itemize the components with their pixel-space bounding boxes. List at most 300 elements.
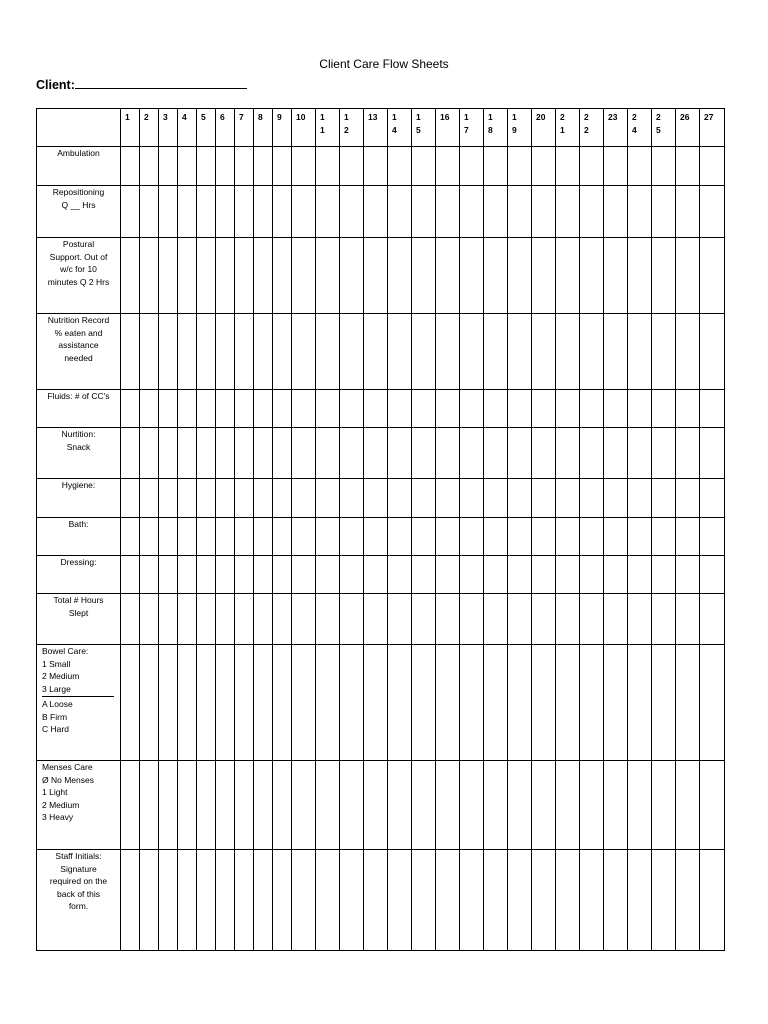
entry-cell[interactable]: [197, 238, 216, 314]
entry-cell[interactable]: [316, 390, 340, 428]
entry-cell[interactable]: [412, 594, 436, 645]
client-field[interactable]: [36, 75, 247, 92]
entry-cell[interactable]: [580, 556, 604, 594]
entry-cell[interactable]: [140, 594, 159, 645]
entry-cell[interactable]: [412, 390, 436, 428]
entry-cell[interactable]: [121, 147, 140, 186]
entry-cell[interactable]: [388, 147, 412, 186]
entry-cell[interactable]: [273, 850, 292, 951]
entry-cell[interactable]: [652, 479, 676, 518]
entry-cell[interactable]: [652, 850, 676, 951]
entry-cell[interactable]: [292, 645, 316, 761]
entry-cell[interactable]: [235, 238, 254, 314]
entry-cell[interactable]: [216, 761, 235, 850]
entry-cell[interactable]: [676, 186, 700, 238]
entry-cell[interactable]: [412, 479, 436, 518]
entry-cell[interactable]: [532, 594, 556, 645]
entry-cell[interactable]: [159, 390, 178, 428]
entry-cell[interactable]: [484, 556, 508, 594]
entry-cell[interactable]: [436, 147, 460, 186]
entry-cell[interactable]: [700, 761, 725, 850]
entry-cell[interactable]: [121, 556, 140, 594]
entry-cell[interactable]: [700, 518, 725, 556]
entry-cell[interactable]: [436, 645, 460, 761]
entry-cell[interactable]: [700, 850, 725, 951]
entry-cell[interactable]: [159, 594, 178, 645]
entry-cell[interactable]: [412, 238, 436, 314]
entry-cell[interactable]: [676, 556, 700, 594]
entry-cell[interactable]: [460, 518, 484, 556]
entry-cell[interactable]: [676, 238, 700, 314]
entry-cell[interactable]: [197, 390, 216, 428]
entry-cell[interactable]: [484, 518, 508, 556]
entry-cell[interactable]: [652, 761, 676, 850]
entry-cell[interactable]: [412, 186, 436, 238]
entry-cell[interactable]: [235, 645, 254, 761]
entry-cell[interactable]: [676, 761, 700, 850]
entry-cell[interactable]: [197, 314, 216, 390]
entry-cell[interactable]: [273, 428, 292, 479]
entry-cell[interactable]: [628, 238, 652, 314]
entry-cell[interactable]: [676, 390, 700, 428]
entry-cell[interactable]: [508, 761, 532, 850]
entry-cell[interactable]: [121, 761, 140, 850]
entry-cell[interactable]: [273, 518, 292, 556]
entry-cell[interactable]: [197, 479, 216, 518]
entry-cell[interactable]: [484, 761, 508, 850]
entry-cell[interactable]: [460, 761, 484, 850]
entry-cell[interactable]: [412, 556, 436, 594]
entry-cell[interactable]: [254, 186, 273, 238]
entry-cell[interactable]: [273, 594, 292, 645]
entry-cell[interactable]: [340, 390, 364, 428]
entry-cell[interactable]: [532, 186, 556, 238]
entry-cell[interactable]: [676, 518, 700, 556]
entry-cell[interactable]: [388, 186, 412, 238]
entry-cell[interactable]: [197, 594, 216, 645]
entry-cell[interactable]: [652, 645, 676, 761]
entry-cell[interactable]: [121, 479, 140, 518]
entry-cell[interactable]: [508, 556, 532, 594]
entry-cell[interactable]: [604, 556, 628, 594]
entry-cell[interactable]: [460, 556, 484, 594]
entry-cell[interactable]: [254, 761, 273, 850]
entry-cell[interactable]: [628, 314, 652, 390]
entry-cell[interactable]: [556, 428, 580, 479]
entry-cell[interactable]: [159, 147, 178, 186]
entry-cell[interactable]: [532, 556, 556, 594]
entry-cell[interactable]: [532, 428, 556, 479]
entry-cell[interactable]: [484, 186, 508, 238]
entry-cell[interactable]: [700, 238, 725, 314]
entry-cell[interactable]: [292, 850, 316, 951]
entry-cell[interactable]: [604, 238, 628, 314]
entry-cell[interactable]: [340, 479, 364, 518]
entry-cell[interactable]: [556, 594, 580, 645]
entry-cell[interactable]: [436, 238, 460, 314]
entry-cell[interactable]: [140, 186, 159, 238]
entry-cell[interactable]: [273, 556, 292, 594]
entry-cell[interactable]: [436, 390, 460, 428]
entry-cell[interactable]: [412, 518, 436, 556]
entry-cell[interactable]: [508, 645, 532, 761]
entry-cell[interactable]: [121, 645, 140, 761]
entry-cell[interactable]: [388, 428, 412, 479]
entry-cell[interactable]: [388, 518, 412, 556]
entry-cell[interactable]: [604, 390, 628, 428]
entry-cell[interactable]: [388, 390, 412, 428]
entry-cell[interactable]: [197, 556, 216, 594]
entry-cell[interactable]: [254, 556, 273, 594]
entry-cell[interactable]: [364, 761, 388, 850]
entry-cell[interactable]: [652, 390, 676, 428]
entry-cell[interactable]: [700, 645, 725, 761]
entry-cell[interactable]: [292, 428, 316, 479]
entry-cell[interactable]: [556, 518, 580, 556]
entry-cell[interactable]: [216, 556, 235, 594]
entry-cell[interactable]: [159, 645, 178, 761]
entry-cell[interactable]: [140, 428, 159, 479]
entry-cell[interactable]: [292, 594, 316, 645]
entry-cell[interactable]: [316, 428, 340, 479]
entry-cell[interactable]: [140, 556, 159, 594]
entry-cell[interactable]: [508, 479, 532, 518]
entry-cell[interactable]: [388, 556, 412, 594]
entry-cell[interactable]: [580, 147, 604, 186]
entry-cell[interactable]: [197, 761, 216, 850]
entry-cell[interactable]: [388, 238, 412, 314]
entry-cell[interactable]: [436, 314, 460, 390]
entry-cell[interactable]: [216, 238, 235, 314]
entry-cell[interactable]: [436, 518, 460, 556]
entry-cell[interactable]: [178, 518, 197, 556]
entry-cell[interactable]: [628, 761, 652, 850]
entry-cell[interactable]: [556, 761, 580, 850]
entry-cell[interactable]: [316, 479, 340, 518]
entry-cell[interactable]: [159, 518, 178, 556]
entry-cell[interactable]: [580, 428, 604, 479]
entry-cell[interactable]: [216, 479, 235, 518]
entry-cell[interactable]: [140, 761, 159, 850]
entry-cell[interactable]: [178, 186, 197, 238]
entry-cell[interactable]: [628, 556, 652, 594]
entry-cell[interactable]: [197, 147, 216, 186]
entry-cell[interactable]: [273, 314, 292, 390]
entry-cell[interactable]: [316, 238, 340, 314]
entry-cell[interactable]: [388, 761, 412, 850]
entry-cell[interactable]: [460, 479, 484, 518]
entry-cell[interactable]: [140, 390, 159, 428]
entry-cell[interactable]: [316, 518, 340, 556]
entry-cell[interactable]: [604, 850, 628, 951]
entry-cell[interactable]: [460, 238, 484, 314]
entry-cell[interactable]: [292, 314, 316, 390]
entry-cell[interactable]: [508, 186, 532, 238]
entry-cell[interactable]: [121, 390, 140, 428]
entry-cell[interactable]: [412, 314, 436, 390]
entry-cell[interactable]: [604, 186, 628, 238]
entry-cell[interactable]: [532, 761, 556, 850]
entry-cell[interactable]: [340, 556, 364, 594]
entry-cell[interactable]: [580, 238, 604, 314]
entry-cell[interactable]: [556, 186, 580, 238]
entry-cell[interactable]: [484, 850, 508, 951]
entry-cell[interactable]: [292, 518, 316, 556]
entry-cell[interactable]: [178, 238, 197, 314]
entry-cell[interactable]: [604, 314, 628, 390]
entry-cell[interactable]: [700, 390, 725, 428]
entry-cell[interactable]: [676, 594, 700, 645]
entry-cell[interactable]: [178, 428, 197, 479]
entry-cell[interactable]: [364, 594, 388, 645]
entry-cell[interactable]: [700, 479, 725, 518]
entry-cell[interactable]: [412, 645, 436, 761]
entry-cell[interactable]: [178, 314, 197, 390]
entry-cell[interactable]: [140, 479, 159, 518]
entry-cell[interactable]: [436, 186, 460, 238]
entry-cell[interactable]: [178, 850, 197, 951]
entry-cell[interactable]: [178, 761, 197, 850]
entry-cell[interactable]: [254, 428, 273, 479]
entry-cell[interactable]: [652, 594, 676, 645]
entry-cell[interactable]: [580, 594, 604, 645]
entry-cell[interactable]: [700, 594, 725, 645]
entry-cell[interactable]: [254, 390, 273, 428]
entry-cell[interactable]: [652, 314, 676, 390]
entry-cell[interactable]: [273, 479, 292, 518]
entry-cell[interactable]: [178, 479, 197, 518]
entry-cell[interactable]: [216, 314, 235, 390]
entry-cell[interactable]: [604, 518, 628, 556]
entry-cell[interactable]: [159, 428, 178, 479]
entry-cell[interactable]: [340, 850, 364, 951]
entry-cell[interactable]: [216, 428, 235, 479]
entry-cell[interactable]: [340, 594, 364, 645]
entry-cell[interactable]: [532, 390, 556, 428]
entry-cell[interactable]: [532, 147, 556, 186]
entry-cell[interactable]: [508, 594, 532, 645]
entry-cell[interactable]: [652, 238, 676, 314]
entry-cell[interactable]: [388, 479, 412, 518]
entry-cell[interactable]: [197, 850, 216, 951]
entry-cell[interactable]: [121, 186, 140, 238]
entry-cell[interactable]: [364, 518, 388, 556]
entry-cell[interactable]: [235, 518, 254, 556]
entry-cell[interactable]: [700, 314, 725, 390]
entry-cell[interactable]: [235, 147, 254, 186]
entry-cell[interactable]: [628, 147, 652, 186]
entry-cell[interactable]: [508, 147, 532, 186]
entry-cell[interactable]: [292, 761, 316, 850]
client-blank-line[interactable]: [75, 75, 247, 89]
entry-cell[interactable]: [436, 479, 460, 518]
entry-cell[interactable]: [159, 761, 178, 850]
entry-cell[interactable]: [508, 850, 532, 951]
entry-cell[interactable]: [364, 850, 388, 951]
entry-cell[interactable]: [460, 147, 484, 186]
entry-cell[interactable]: [556, 479, 580, 518]
entry-cell[interactable]: [216, 850, 235, 951]
entry-cell[interactable]: [121, 238, 140, 314]
entry-cell[interactable]: [235, 479, 254, 518]
entry-cell[interactable]: [508, 314, 532, 390]
entry-cell[interactable]: [197, 428, 216, 479]
entry-cell[interactable]: [508, 238, 532, 314]
entry-cell[interactable]: [292, 390, 316, 428]
entry-cell[interactable]: [460, 850, 484, 951]
entry-cell[interactable]: [254, 850, 273, 951]
entry-cell[interactable]: [340, 518, 364, 556]
entry-cell[interactable]: [140, 147, 159, 186]
entry-cell[interactable]: [140, 850, 159, 951]
entry-cell[interactable]: [628, 479, 652, 518]
entry-cell[interactable]: [508, 390, 532, 428]
entry-cell[interactable]: [580, 186, 604, 238]
entry-cell[interactable]: [197, 186, 216, 238]
entry-cell[interactable]: [412, 428, 436, 479]
entry-cell[interactable]: [364, 390, 388, 428]
entry-cell[interactable]: [364, 428, 388, 479]
entry-cell[interactable]: [197, 518, 216, 556]
entry-cell[interactable]: [700, 186, 725, 238]
entry-cell[interactable]: [364, 186, 388, 238]
entry-cell[interactable]: [178, 147, 197, 186]
entry-cell[interactable]: [604, 594, 628, 645]
entry-cell[interactable]: [159, 186, 178, 238]
entry-cell[interactable]: [254, 594, 273, 645]
entry-cell[interactable]: [121, 428, 140, 479]
entry-cell[interactable]: [580, 850, 604, 951]
entry-cell[interactable]: [460, 645, 484, 761]
entry-cell[interactable]: [508, 518, 532, 556]
entry-cell[interactable]: [292, 238, 316, 314]
entry-cell[interactable]: [340, 147, 364, 186]
entry-cell[interactable]: [580, 314, 604, 390]
entry-cell[interactable]: [159, 850, 178, 951]
entry-cell[interactable]: [254, 314, 273, 390]
entry-cell[interactable]: [178, 594, 197, 645]
entry-cell[interactable]: [273, 186, 292, 238]
entry-cell[interactable]: [140, 518, 159, 556]
entry-cell[interactable]: [140, 238, 159, 314]
entry-cell[interactable]: [556, 390, 580, 428]
entry-cell[interactable]: [254, 238, 273, 314]
entry-cell[interactable]: [364, 147, 388, 186]
entry-cell[interactable]: [273, 147, 292, 186]
entry-cell[interactable]: [216, 594, 235, 645]
entry-cell[interactable]: [364, 479, 388, 518]
entry-cell[interactable]: [292, 556, 316, 594]
entry-cell[interactable]: [273, 390, 292, 428]
entry-cell[interactable]: [484, 479, 508, 518]
entry-cell[interactable]: [436, 761, 460, 850]
entry-cell[interactable]: [676, 645, 700, 761]
entry-cell[interactable]: [604, 147, 628, 186]
entry-cell[interactable]: [628, 428, 652, 479]
entry-cell[interactable]: [340, 645, 364, 761]
entry-cell[interactable]: [235, 761, 254, 850]
entry-cell[interactable]: [604, 428, 628, 479]
entry-cell[interactable]: [532, 645, 556, 761]
entry-cell[interactable]: [676, 314, 700, 390]
entry-cell[interactable]: [388, 645, 412, 761]
entry-cell[interactable]: [216, 645, 235, 761]
entry-cell[interactable]: [556, 238, 580, 314]
entry-cell[interactable]: [460, 314, 484, 390]
entry-cell[interactable]: [604, 479, 628, 518]
entry-cell[interactable]: [273, 238, 292, 314]
entry-cell[interactable]: [580, 518, 604, 556]
entry-cell[interactable]: [292, 479, 316, 518]
entry-cell[interactable]: [178, 390, 197, 428]
entry-cell[interactable]: [235, 556, 254, 594]
entry-cell[interactable]: [121, 850, 140, 951]
entry-cell[interactable]: [556, 645, 580, 761]
entry-cell[interactable]: [484, 314, 508, 390]
entry-cell[interactable]: [628, 518, 652, 556]
entry-cell[interactable]: [700, 428, 725, 479]
entry-cell[interactable]: [197, 645, 216, 761]
entry-cell[interactable]: [436, 850, 460, 951]
entry-cell[interactable]: [340, 238, 364, 314]
entry-cell[interactable]: [628, 186, 652, 238]
entry-cell[interactable]: [556, 850, 580, 951]
entry-cell[interactable]: [140, 314, 159, 390]
entry-cell[interactable]: [235, 428, 254, 479]
entry-cell[interactable]: [121, 594, 140, 645]
entry-cell[interactable]: [159, 314, 178, 390]
entry-cell[interactable]: [159, 556, 178, 594]
entry-cell[interactable]: [340, 761, 364, 850]
entry-cell[interactable]: [436, 594, 460, 645]
entry-cell[interactable]: [580, 390, 604, 428]
entry-cell[interactable]: [159, 479, 178, 518]
entry-cell[interactable]: [316, 850, 340, 951]
entry-cell[interactable]: [412, 850, 436, 951]
entry-cell[interactable]: [460, 428, 484, 479]
entry-cell[interactable]: [652, 186, 676, 238]
entry-cell[interactable]: [292, 186, 316, 238]
entry-cell[interactable]: [460, 594, 484, 645]
entry-cell[interactable]: [436, 428, 460, 479]
entry-cell[interactable]: [652, 518, 676, 556]
entry-cell[interactable]: [340, 186, 364, 238]
entry-cell[interactable]: [556, 147, 580, 186]
entry-cell[interactable]: [508, 428, 532, 479]
entry-cell[interactable]: [676, 428, 700, 479]
entry-cell[interactable]: [235, 186, 254, 238]
entry-cell[interactable]: [676, 479, 700, 518]
entry-cell[interactable]: [140, 645, 159, 761]
entry-cell[interactable]: [460, 390, 484, 428]
entry-cell[interactable]: [216, 147, 235, 186]
entry-cell[interactable]: [254, 479, 273, 518]
entry-cell[interactable]: [216, 186, 235, 238]
entry-cell[interactable]: [460, 186, 484, 238]
entry-cell[interactable]: [316, 556, 340, 594]
entry-cell[interactable]: [580, 761, 604, 850]
entry-cell[interactable]: [254, 518, 273, 556]
entry-cell[interactable]: [556, 556, 580, 594]
entry-cell[interactable]: [388, 850, 412, 951]
entry-cell[interactable]: [604, 761, 628, 850]
entry-cell[interactable]: [178, 645, 197, 761]
entry-cell[interactable]: [340, 314, 364, 390]
entry-cell[interactable]: [159, 238, 178, 314]
entry-cell[interactable]: [484, 147, 508, 186]
entry-cell[interactable]: [364, 238, 388, 314]
entry-cell[interactable]: [652, 147, 676, 186]
